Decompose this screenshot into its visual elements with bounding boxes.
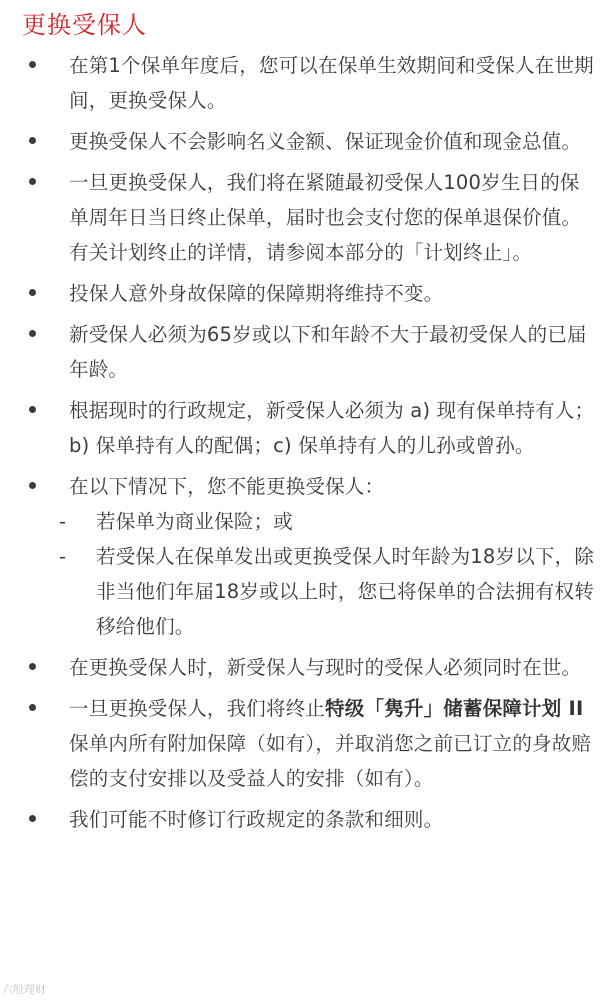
list-item	[22, 48, 597, 118]
sub-list	[59, 504, 597, 644]
list-item-text: 在第1个保单年度后，您可以在保单生效期间和受保人在世期间，更换受保人。	[69, 54, 594, 112]
bullet-icon	[22, 165, 42, 200]
list-item	[22, 317, 597, 387]
bullet-icon	[22, 276, 42, 311]
section-title: 更换受保人	[22, 11, 147, 39]
list-item-text: 更换受保人不会影响名义金额、保证现金价值和现金总值。	[69, 130, 582, 153]
bullet-list	[22, 48, 597, 837]
plan-name: 特级「隽升」储蓄保障计划 II	[325, 697, 584, 720]
bullet-icon	[22, 393, 42, 428]
list-item-text: 在更换受保人时，新受保人与现时的受保人必须同时在世。	[69, 656, 582, 679]
list-item-text: 新受保人必须为65岁或以下和年龄不大于最初受保人的已届年龄。	[69, 323, 587, 381]
sub-list-item-text: 若保单为商业保险；或	[96, 510, 294, 533]
bullet-icon	[22, 48, 42, 83]
list-item	[22, 650, 597, 685]
list-item	[22, 691, 597, 796]
dash-marker: -	[59, 510, 67, 533]
list-item-text: 根据现时的行政规定，新受保人必须为 a) 现有保单持有人；b) 保单持有人的配偶；c) 保单持有人的儿孙或曾孙。	[69, 399, 595, 457]
list-item-text: 我们可能不时修订行政规定的条款和细则。	[69, 808, 444, 831]
list-item	[22, 469, 597, 644]
bullet-icon	[22, 691, 42, 726]
bullet-icon	[22, 802, 42, 837]
list-item-text: 在以下情况下，您不能更换受保人：	[69, 475, 385, 498]
bullet-icon	[22, 650, 42, 685]
dash-marker: -	[59, 545, 67, 568]
bullet-icon	[22, 469, 42, 504]
list-item	[22, 165, 597, 270]
bullet-icon	[22, 317, 42, 352]
list-item-text: 一旦更换受保人，我们将在紧随最初受保人100岁生日的保单周年日当日终止保单，届时也会支付您的保单退保价值。有关计划终止的详情，请参阅本部分的「计划终止」。	[69, 171, 582, 264]
list-item-text-pre: 一旦更换受保人，我们将终止	[69, 697, 326, 720]
list-item	[22, 393, 597, 463]
list-item	[22, 276, 597, 311]
list-item-text-post: 保单内所有附加保障（如有），并取消您之前已订立的身故赔偿的支付安排以及受益人的安排（如有）。	[69, 732, 592, 790]
bullet-icon	[22, 124, 42, 159]
sub-list-item	[59, 504, 597, 539]
sub-list-item	[59, 539, 597, 644]
watermark: 六般理财	[2, 984, 46, 996]
sub-list-item-text: 若受保人在保单发出或更换受保人时年龄为18岁以下，除非当他们年届18岁或以上时，您已将保单的合法拥有权转移给他们。	[96, 545, 595, 638]
list-item-text: 投保人意外身故保障的保障期将维持不变。	[69, 282, 444, 305]
list-item	[22, 124, 597, 159]
list-item	[22, 802, 597, 837]
